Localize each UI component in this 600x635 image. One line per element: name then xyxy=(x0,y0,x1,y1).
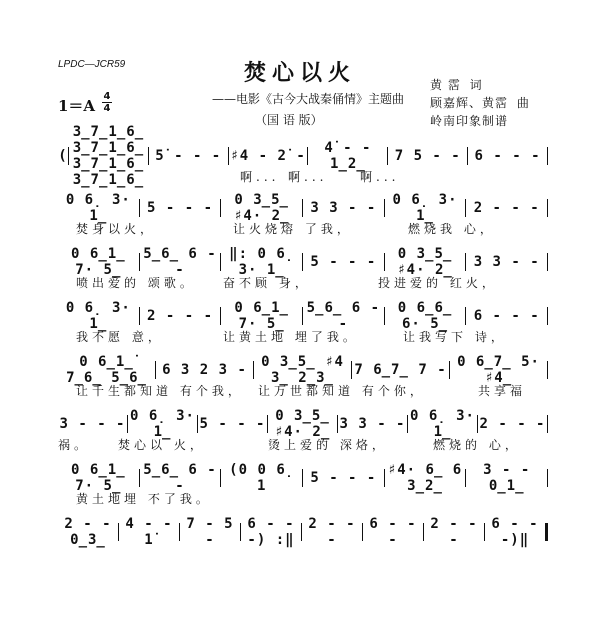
measure: 6 - - - xyxy=(473,308,540,324)
measure: 0 6̲1̲ 7· 5̲ xyxy=(71,246,126,278)
meter-bottom: 4 xyxy=(103,103,111,114)
version-label: （国 语 版） xyxy=(255,113,323,127)
repeat-bracket: ( xyxy=(58,148,68,164)
meter-top: 4 xyxy=(103,91,111,102)
measure: 0 6̲1̲ 7· 5̲ xyxy=(234,300,289,332)
lyric-line xyxy=(58,274,548,292)
measure: 0 6̲7̲ 5· ♯4̲ xyxy=(457,354,540,386)
measure: ♯4 - 2̇ - xyxy=(230,148,306,164)
measure: 2 - - - xyxy=(308,516,356,548)
measure: (0 0 6̣ 1 xyxy=(229,462,295,494)
barline xyxy=(547,415,548,433)
credit-composer xyxy=(430,94,530,111)
barline xyxy=(545,523,548,541)
barline xyxy=(547,361,548,379)
lyric-line xyxy=(58,490,548,508)
measure: 5̲6̲ 6 - - xyxy=(143,462,217,494)
lyric-phrase: 我不愿 意， xyxy=(76,330,164,344)
lyric-phrase: 黄土地埋 不了我。 xyxy=(76,492,212,506)
lyric-phrase: 祸。 xyxy=(58,438,91,452)
barline xyxy=(547,307,548,325)
measure: 2 - - - xyxy=(473,200,540,216)
lyric-phrase: 焚身以火， xyxy=(76,222,157,236)
credit-arranger xyxy=(430,112,508,129)
barline xyxy=(547,199,548,217)
song-title: 焚心以火 xyxy=(243,60,356,86)
credit-role: 曲 xyxy=(516,96,530,110)
measure: 6 - - -) :‖ xyxy=(247,516,295,548)
measure: 0 3̲5̲ ♯4· 2̲ xyxy=(397,246,453,278)
lyric-phrase: 啊... xyxy=(240,170,280,184)
measure: 5 - - - xyxy=(310,254,377,270)
measure: ♯4· 6̲ 6 3̲2̲ xyxy=(387,462,463,494)
lyric-line xyxy=(58,220,548,238)
measure: 5 - - - xyxy=(310,470,377,486)
score-code: LPDC—JCR59 xyxy=(58,59,126,70)
lyric-phrase: 让万世都知道 有个你， xyxy=(258,384,426,398)
lyric-phrase: 焚心以 火， xyxy=(118,438,206,452)
lyric-phrase: 让黄土地 埋了我。 xyxy=(223,330,359,344)
lyric-phrase: 投进爱的 红火， xyxy=(378,276,498,290)
measure: 5 - - - xyxy=(147,200,214,216)
measure: 0 6̲6̲ 6· 5̲ xyxy=(397,300,453,332)
measure: 3̲7̲1̲6̲ 3̲7̲1̲6̲ 3̲7̲1̲6̲ 3̲7̲1̲6̲ xyxy=(72,124,145,188)
measure: 4 - - 1̇ xyxy=(125,516,173,548)
lyric-phrase: 啊... xyxy=(360,170,400,184)
measure: 6 - - - xyxy=(474,148,541,164)
lyric-phrase: 让火烧熔 了我， xyxy=(233,222,353,236)
measure: 3 3 - - xyxy=(473,254,540,270)
lyric-line xyxy=(58,382,548,400)
credit-role: 词 xyxy=(469,78,483,92)
credit-name: 岭南印象制谱 xyxy=(430,114,509,128)
score-line xyxy=(58,300,548,332)
lyric-phrase: 喷出爱的 颂歌。 xyxy=(76,276,196,290)
measure: 5̲6̲ 6 - - xyxy=(306,300,381,332)
measure: 0 6̣ 3· 1̲ xyxy=(65,192,131,224)
credit-name: 顾嘉辉、黄霑 xyxy=(430,96,509,110)
barline xyxy=(547,147,548,165)
measure: 6 3 2 3 - xyxy=(162,362,247,378)
barline xyxy=(547,469,548,487)
measure: 3 3 - - xyxy=(310,200,377,216)
lyric-phrase: 燃烧的 心， xyxy=(433,438,521,452)
lyric-phrase: 让千生都知道 有个我， xyxy=(76,384,244,398)
measure: 5 - - - xyxy=(199,416,266,432)
measure: 7 - 5 - xyxy=(186,516,234,548)
measure: 5̲6̲ 6 - - xyxy=(143,246,217,278)
measure: 0 6̣ 3· 1̲ xyxy=(409,408,475,440)
score-line xyxy=(58,462,548,494)
measure: 0 3̲5̲ ♯4· 2̲ xyxy=(274,408,331,440)
score-line xyxy=(58,408,548,440)
score-line xyxy=(58,246,548,278)
lyric-phrase: 烫上爱的 深烙， xyxy=(268,438,388,452)
time-signature xyxy=(102,91,112,114)
measure: 0 6̲1̲ 7· 5̲ xyxy=(71,462,126,494)
measure: ‖: 0 6̣ 3· 1̲ xyxy=(229,246,295,278)
score-line xyxy=(58,192,548,224)
score-line xyxy=(58,516,548,548)
score-line xyxy=(58,354,548,386)
movie-subtitle: ——电影《古今大战秦俑情》主题曲 xyxy=(212,92,405,106)
measure: 6 - - - xyxy=(369,516,417,548)
measure: 4̇ - - 1̲2̲ xyxy=(324,140,372,172)
measure: 0 3̲5̲ ♯4· 2̲ xyxy=(233,192,290,224)
measure: 0 6̲1̲̇ 7̲6̲ 5̲6̲ xyxy=(66,354,147,386)
measure: 6 - - -)‖ xyxy=(491,516,539,548)
credit-lyricist xyxy=(430,76,483,93)
lyric-phrase: 奋不顾 身， xyxy=(223,276,311,290)
lyric-line xyxy=(58,436,548,454)
measure: 2 - - 0̲3̲ xyxy=(64,516,112,548)
barline xyxy=(547,253,548,271)
measure: 5̇ - - - xyxy=(155,148,222,164)
measure: 7 6̲7̲ 7 - xyxy=(354,362,447,378)
measure: 2 - - - xyxy=(479,416,546,432)
measure: 2 - - - xyxy=(147,308,214,324)
measure: 3 - - 0̲1̲ xyxy=(483,462,531,494)
measure: 0 6̣ 3· 1̲ xyxy=(65,300,131,332)
measure: 3 3 - - xyxy=(339,416,406,432)
measure: 0 6̣ 3· 1̲ xyxy=(392,192,458,224)
score-line xyxy=(58,124,548,188)
lyric-phrase: 啊... xyxy=(288,170,328,184)
measure: 7 5 - - xyxy=(394,148,461,164)
lyric-line xyxy=(58,168,548,186)
lyric-phrase: 共享福 xyxy=(478,384,527,398)
measure: 2 - - - xyxy=(430,516,478,548)
lyric-phrase: 让我写下 诗， xyxy=(403,330,507,344)
lyric-phrase: 燃烧我 心， xyxy=(408,222,496,236)
lyric-line xyxy=(58,328,548,346)
key-signature: 1＝A xyxy=(58,97,96,115)
credit-name: 黄 霑 xyxy=(430,78,461,92)
measure: 0 3̲5̲ ♯4 3̲ 2̲3̲ xyxy=(261,354,344,386)
measure: 0 6̣ 3· 1̲ xyxy=(129,408,195,440)
measure: 3 - - - xyxy=(59,416,126,432)
